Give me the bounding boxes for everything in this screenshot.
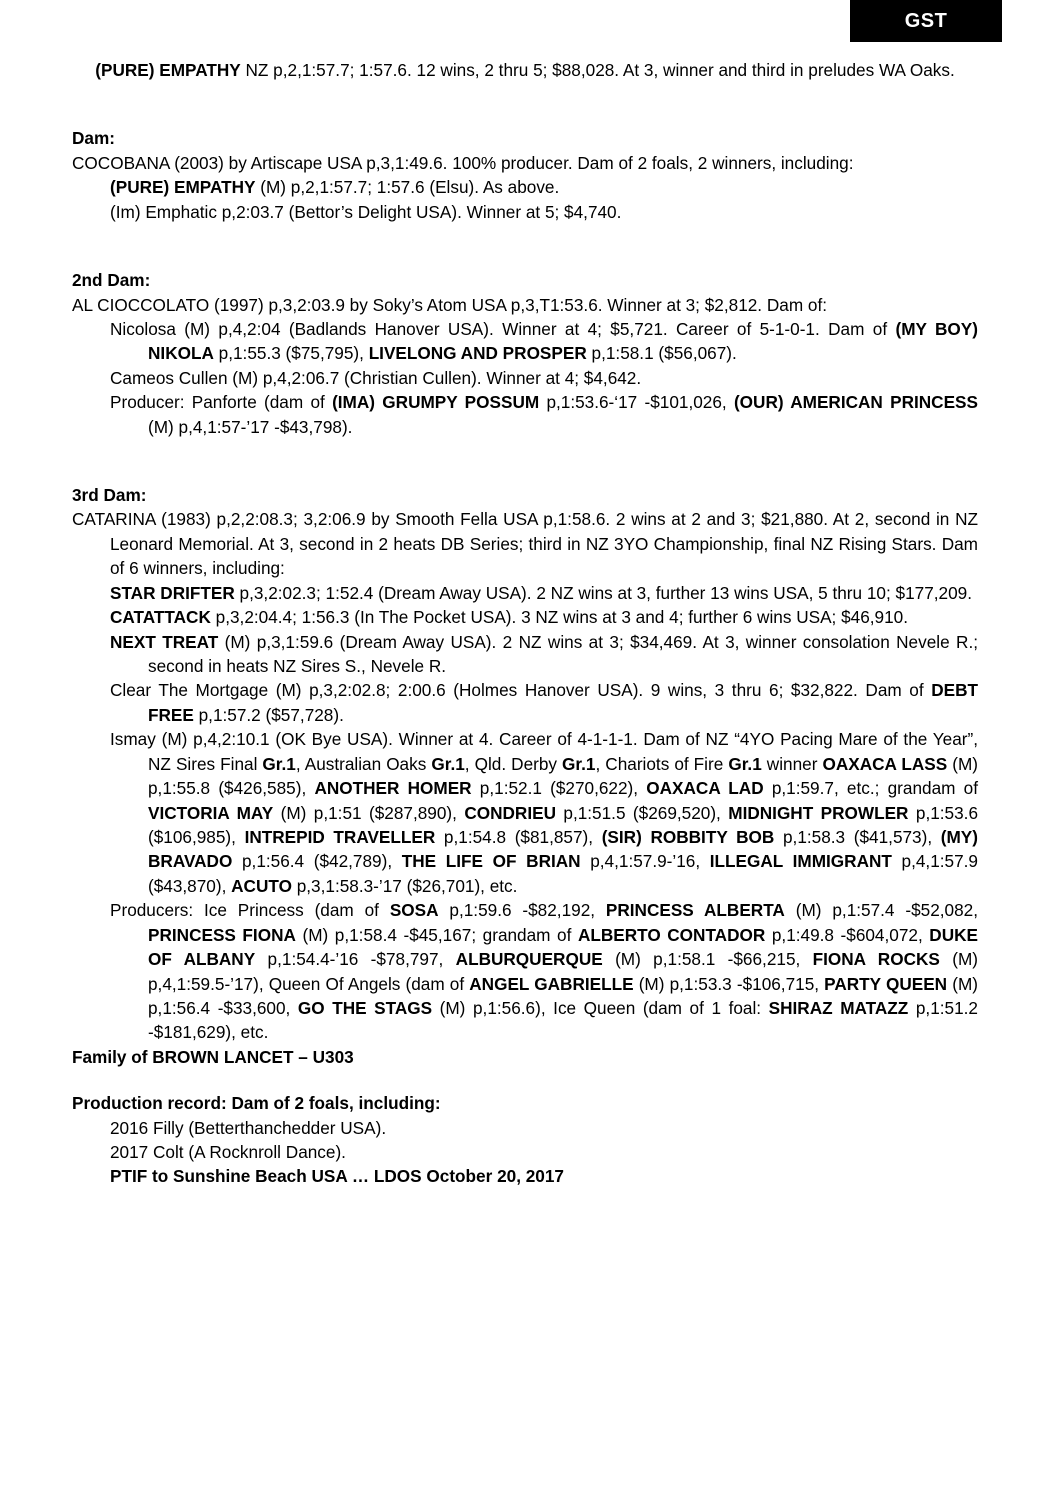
- victoria-may-name: VICTORIA MAY: [148, 802, 274, 823]
- production-item-2: 2017 Colt (A Rocknroll Dance).: [110, 1142, 346, 1163]
- oaxaca-lad-name: OAXACA LAD: [646, 778, 764, 799]
- midnight-prowler-name: MIDNIGHT PROWLER: [728, 802, 909, 823]
- party-queen-name: PARTY QUEEN: [824, 973, 948, 994]
- angel-gabrielle-name: ANGEL GABRIELLE: [469, 973, 634, 994]
- clear-mortgage-a: Clear The Mortgage (M) p,3,2:02.8; 2:00.6 (Holmes Hanover USA). 9 wins, 3 thru 6; $32,822. Dam of: [110, 680, 932, 701]
- dam-entry-2: [72, 200, 978, 224]
- ismay-seg-2: , Australian Oaks: [295, 753, 432, 774]
- catattack-name: CATATTACK: [110, 607, 211, 628]
- ismay-seg-11: p,1:53.6 ($106,985),: [148, 802, 979, 847]
- fiona-rocks-name: FIONA ROCKS: [812, 949, 940, 970]
- producers-seg-6: p,1:54.4-’16 -$78,797,: [255, 949, 456, 970]
- ismay-seg-10: p,1:51.5 ($269,520),: [555, 802, 729, 823]
- oaxaca-lass-name: OAXACA LASS: [822, 753, 948, 774]
- ismay-seg-7: p,1:52.1 ($270,622),: [471, 778, 647, 799]
- producers-seg-1: Producers: Ice Princess (dam of: [110, 900, 390, 921]
- gr1-label-b: Gr.1: [431, 753, 465, 774]
- ismay-seg-8: p,1:59.7, etc.; grandam of: [763, 778, 978, 799]
- dam-entry-1: [72, 175, 978, 199]
- headline-details: NZ p,2,1:57.7; 1:57.6. 12 wins, 2 thru 5; $88,028. At 3, winner and third in preludes WA Oaks.: [240, 60, 955, 80]
- family-line: Family of BROWN LANCET – U303: [72, 1046, 354, 1067]
- princess-alberta-name: PRINCESS ALBERTA: [605, 900, 785, 921]
- second-dam-nicolosa: [72, 317, 978, 366]
- my-boy-nikola-name: (MY BOY) NIKOLA: [148, 318, 978, 364]
- producers-seg-9: (M) p,1:53.3 -$106,715,: [633, 973, 825, 994]
- second-dam-cameos: Cameos Cullen (M) p,4,2:06.7 (Christian Cullen). Winner at 4; $4,642.: [110, 367, 642, 388]
- ismay-seg-4: , Chariots of Fire: [595, 753, 729, 774]
- production-item-1: 2016 Filly (Betterthanchedder USA).: [110, 1117, 387, 1138]
- the-life-of-brian-name: THE LIFE OF BRIAN: [401, 851, 581, 872]
- dam-entry-1-rest: (M) p,2,1:57.7; 1:57.6 (Elsu). As above.: [255, 177, 560, 198]
- ima-grumpy-possum-name: (IMA) GRUMPY POSSUM: [332, 392, 540, 413]
- dam-line: COCOBANA (2003) by Artiscape USA p,3,1:49.6. 100% producer. Dam of 2 foals, 2 winners, including:: [72, 152, 854, 173]
- nicolosa-text-b: p,1:55.3 ($75,795),: [213, 343, 369, 364]
- clear-the-mortgage-entry: [72, 678, 978, 727]
- third-dam-entry-2: [72, 605, 978, 629]
- gr1-label-c: Gr.1: [562, 753, 596, 774]
- illegal-immigrant-name: ILLEGAL IMMIGRANT: [709, 851, 892, 872]
- ismay-seg-5: winner: [761, 753, 823, 774]
- third-dam-line: CATARINA (1983) p,2,2:08.3; 3,2:06.9 by Smooth Fella USA p,1:58.6. 2 wins at 2 and 3; $21,880. At 2, second in NZ Leonard Memorial. At 3, second in 2 heats DB Series; third in NZ 3YO Championship, final NZ Rising Stars. Dam of 6 winners, including:: [72, 509, 978, 579]
- production-record-heading: Production record: Dam of 2 foals, including:: [72, 1093, 441, 1114]
- ismay-seg-16: p,4,1:57.9 ($43,870),: [148, 851, 978, 896]
- spacer: [72, 82, 978, 104]
- second-dam-producer: [72, 390, 978, 439]
- my-bravado-name: (MY) BRAVADO: [148, 826, 978, 872]
- ismay-seg-6: (M) p,1:55.8 ($426,585),: [148, 753, 978, 799]
- go-the-stags-name: GO THE STAGS: [297, 997, 433, 1018]
- headline-horse-name: (PURE) EMPATHY: [95, 60, 241, 80]
- gr1-label-d: Gr.1: [728, 753, 762, 774]
- producers-seg-4: (M) p,1:58.4 -$45,167; grandam of: [295, 924, 578, 945]
- third-dam-heading: 3rd Dam:: [72, 485, 147, 506]
- spacer: [72, 1069, 978, 1091]
- gst-badge: GST: [850, 0, 1002, 42]
- producers-seg-8: (M) p,4,1:59.5-’17), Queen Of Angels (dam of: [148, 949, 978, 994]
- producers-seg-11: (M) p,1:56.6), Ice Queen (dam of 1 foal:: [432, 997, 769, 1018]
- condrieu-name: CONDRIEU: [464, 802, 556, 823]
- ptif-line: PTIF to Sunshine Beach USA … LDOS October 20, 2017: [110, 1166, 564, 1187]
- catattack-rest: p,3,2:04.4; 1:56.3 (In The Pocket USA). 3 NZ wins at 3 and 4; further 6 wins USA; $46,910.: [210, 607, 908, 628]
- ismay-entry: [72, 727, 978, 898]
- ismay-seg-13: p,1:58.3 ($41,573),: [774, 826, 941, 847]
- ismay-seg-1: Ismay (M) p,4,2:10.1 (OK Bye USA). Winner at 4. Career of 4-1-1-1. Dam of NZ “4YO Pacing Mare of the Year”, NZ Sires Final: [110, 729, 978, 774]
- ismay-seg-9: (M) p,1:51 ($287,890),: [273, 802, 465, 823]
- producers-seg-2: p,1:59.6 -$82,192,: [438, 900, 606, 921]
- producers-seg-5: p,1:49.8 -$604,072,: [765, 924, 930, 945]
- nicolosa-text-a: Nicolosa (M) p,4,2:04 (Badlands Hanover USA). Winner at 4; $5,721. Career of 5-1-0-1. Dam of: [110, 318, 896, 339]
- second-dam-heading: 2nd Dam:: [72, 270, 151, 291]
- ismay-seg-14: p,1:56.4 ($42,789),: [232, 851, 402, 872]
- producer-text-b: p,1:53.6-‘17 -$101,026,: [539, 392, 734, 413]
- spacer: [72, 439, 978, 461]
- producers-seg-7: (M) p,1:58.1 -$66,215,: [602, 949, 813, 970]
- star-drifter-rest: p,3,2:02.3; 1:52.4 (Dream Away USA). 2 NZ wins at 3, further 13 wins USA, 5 thru 10; $177,209.: [234, 582, 972, 603]
- alberto-contador-name: ALBERTO CONTADOR: [577, 924, 766, 945]
- ismay-seg-17: p,3,1:58.3-’17 ($26,701), etc.: [291, 875, 518, 896]
- producers-seg-3: (M) p,1:57.4 -$52,082,: [784, 900, 978, 921]
- producer-text-c: (M) p,4,1:57-’17 -$43,798).: [148, 416, 353, 437]
- princess-fiona-name: PRINCESS FIONA: [148, 924, 296, 945]
- sir-robbity-bob-name: (SIR) ROBBITY BOB: [601, 826, 775, 847]
- sosa-name: SOSA: [389, 900, 439, 921]
- ismay-seg-3: , Qld. Derby: [464, 753, 563, 774]
- pedigree-content: [72, 58, 978, 1189]
- nicolosa-text-c: p,1:58.1 ($56,067).: [586, 343, 737, 364]
- dam-heading: Dam:: [72, 128, 115, 149]
- acuto-name: ACUTO: [231, 875, 292, 896]
- next-treat-name: NEXT TREAT: [110, 631, 219, 652]
- another-homer-name: ANOTHER HOMER: [314, 778, 472, 799]
- duke-of-albany-name: DUKE OF ALBANY: [148, 924, 978, 970]
- ismay-seg-12: p,1:54.8 ($81,857),: [435, 826, 602, 847]
- producer-text-a: Producer: Panforte (dam of: [110, 392, 333, 413]
- page-header: [0, 0, 1050, 42]
- clear-mortgage-c: p,1:57.2 ($57,728).: [193, 704, 344, 725]
- headline-block: [72, 58, 978, 82]
- shiraz-matazz-name: SHIRAZ MATAZZ: [768, 997, 909, 1018]
- producers-seg-12: p,1:51.2 -$181,629), etc.: [148, 997, 978, 1043]
- third-dam-entry-1: [72, 581, 978, 605]
- star-drifter-name: STAR DRIFTER: [110, 582, 235, 603]
- livelong-and-prosper-name: LIVELONG AND PROSPER: [368, 343, 587, 364]
- next-treat-rest: (M) p,3,1:59.6 (Dream Away USA). 2 NZ wins at 3; $34,469. At 3, winner consolation Nevele R.; second in heats NZ Sires S., Nevele R.: [148, 631, 978, 677]
- spacer: [72, 224, 978, 246]
- our-american-princess-name: (OUR) AMERICAN PRINCESS: [733, 392, 978, 413]
- third-dam-entry-3: [72, 630, 978, 679]
- gr1-label-a: Gr.1: [262, 753, 296, 774]
- producers-entry: [72, 898, 978, 1045]
- alburquerque-name: ALBURQUERQUE: [455, 949, 603, 970]
- ismay-seg-15: p,4,1:57.9-’16,: [580, 851, 710, 872]
- debt-free-name: DEBT FREE: [148, 680, 978, 725]
- dam-entry-1-name: (PURE) EMPATHY: [110, 177, 256, 198]
- dam-entry-2-rest: (Im) Emphatic p,2:03.7 (Bettor’s Delight USA). Winner at 5; $4,740.: [110, 201, 622, 222]
- intrepid-traveller-name: INTREPID TRAVELLER: [244, 826, 436, 847]
- producers-seg-10: (M) p,1:56.4 -$33,600,: [148, 973, 978, 1018]
- second-dam-line: AL CIOCCOLATO (1997) p,3,2:03.9 by Soky’s Atom USA p,3,T1:53.6. Winner at 3; $2,812. Dam of:: [72, 294, 828, 315]
